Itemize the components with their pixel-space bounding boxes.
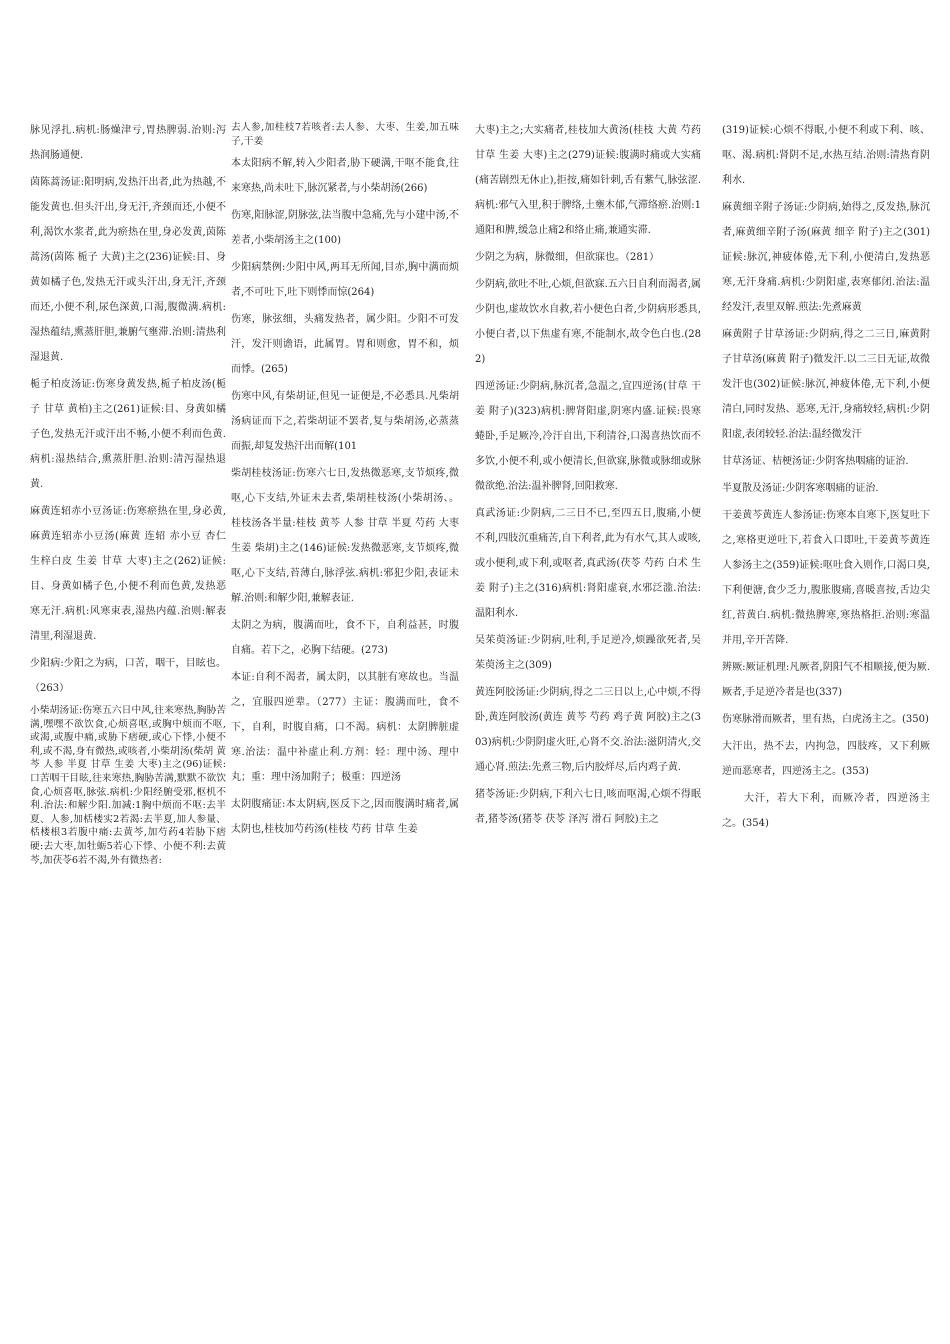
paragraph: 黄连阿胶汤证:少阴病,得之二三日以上,心中烦,不得卧,黄连阿胶汤(黄连 黄芩 芍药 鸡子黄 阿胶)主之(303)病机:少阴阴虚火旺,心肾不交.治法:滋阴清火,交通心肾.煎法:先煮三物,后内胶烊尽,后内鸡子黄. [475, 687, 701, 773]
paragraph: 茵陈蒿汤证:阳明病,发热汗出者,此为热越,不能发黄也.但头汗出,身无汗,齐颈而还,小便不利,渴饮水浆者,此为瘀热在里,身必发黄,茵陈蒿汤(茵陈 栀子 大黄)主之(236)证候:目、身黄如橘子色,发热无汗或头汗出,身无汗,齐颈而还,小便不利,尿色深黄,口渴,腹微满.病机:湿热蕴结,熏蒸肝胆,兼腑气壅滞.治则:清热利湿退黄. [30, 177, 226, 363]
text-column-4 [722, 118, 930, 838]
paragraph: 大汗，若大下利，而厥冷者，四逆汤主之。(354) [722, 793, 930, 829]
paragraph: 本太阳病不解,转入少阳者,胁下硬满,干呕不能食,往来寒热,尚未吐下,脉沉紧者,与小柴胡汤(266) [231, 158, 459, 195]
paragraph-dense: 小柴胡汤证:伤寒五六日中风,往来寒热,胸胁苦满,嘿嘿不欲饮食,心烦喜呕,或胸中烦而不呕,或渴,或腹中痛,或胁下痞硬,或心下悸,小便不利,或不渴,身有微热,或咳者,小柴胡汤(柴胡 黄芩 人参 半夏 甘草 生姜 大枣)主之(96)证候:口苦咽干目眩,往来寒热,胸胁苦满,默默不欲饮食,心烦喜呕,脉弦.病机:少阳经腑受邪,枢机不利.治法:和解少阳.加减:1胸中烦而不呕:去半夏、人参,加栝楼实2若渴:去半夏,加人参量、栝楼根3若腹中痛:去黄芩,加芍药4若胁下痞硬:去大枣,加牡蛎5若心下悸、小便不利:去黄芩,加茯苓6若不渴,外有微热者: [30, 705, 226, 866]
paragraph: 麻黄细辛附子汤证:少阴病,始得之,反发热,脉沉者,麻黄细辛附子汤(麻黄 细辛 附子)主之(301)证候:脉沉,神疲体倦,无下利,小便清白,发热恶寒,无汗身痛.病机:少阴阳虚,表寒郁闭.治法:温经发汗,表里双解.煎法:先煮麻黄 [722, 202, 930, 313]
text-column-2 [231, 118, 459, 844]
paragraph-dense: 去人参,加桂枝7若咳者:去人参、大枣、生姜,加五味子,干姜 [231, 122, 459, 147]
paragraph: 半夏散及汤证:少阴客寒咽痛的证治. [722, 483, 879, 494]
paragraph: 伤寒中风,有柴胡证,但见一证便是,不必悉具.凡柴胡汤病证而下之,若柴胡证不罢者,复与柴胡汤,必蒸蒸而振,却复发热汗出而解(101 [231, 391, 459, 453]
paragraph: 大汗出，热不去，内拘急，四肢疼，又下利厥逆而恶寒者，四逆汤主之。(353) [722, 741, 930, 777]
paragraph: 伤寒，脉弦细，头痛发热者，属少阳。少阳不可发汗，发汗则谵语，此属胃。胃和则愈，胃不和，烦而悸。(265) [231, 314, 459, 376]
paragraph: 少阳病:少阳之为病，口苦，咽干，目眩也。（263） [30, 658, 226, 694]
paragraph: 甘草汤证、桔梗汤证:少阴客热咽痛的证治. [722, 456, 909, 467]
paragraph: 麻黄连轺赤小豆汤证:伤寒瘀热在里,身必黄,麻黄连轺赤小豆汤(麻黄 连轺 赤小豆 杏仁 生梓白皮 生姜 甘草 大枣)主之(262)证候:目、身黄如橘子色,小便不利而色黄,发热恶寒无汗.病机:风寒束表,湿热内蕴.治则:解表清里,利湿退黄. [30, 506, 226, 642]
paragraph: 太阴腹痛证:本太阴病,医反下之,因而腹满时痛者,属太阴也,桂枝加芍药汤(桂枝 芍药 甘草 生姜 [231, 799, 459, 836]
paragraph: 柴胡桂枝汤证:伤寒六七日,发热微恶寒,支节烦疼,微呕,心下支结,外证未去者,柴胡桂枝汤(小柴胡汤、。桂枝汤各半量:桂枝 黄芩 人参 甘草 半夏 芍药 大枣 生姜 柴胡)主之(146)证候:发热微恶寒,支节烦疼,微呕,心下支结,苔薄白,脉浮弦.病机:邪犯少阳,表证未解.治则:和解少阳,兼解表证. [231, 468, 459, 605]
paragraph: 本证:自利不渴者，属太阴，以其脏有寒故也。当温之，宜服四逆辈。（277）主证：腹满而吐，食不下，自利，时腹自痛，口不渴。病机：太阴脾脏虚寒.治法：温中补虚止利.方剂：轻：理中汤、理中丸；重：理中汤加附子；极重：四逆汤 [231, 672, 459, 784]
paragraph: 吴茱萸汤证:少阴病,吐利,手足逆冷,烦躁欲死者,吴茱萸汤主之(309) [475, 635, 701, 671]
paragraph: 伤寒,阳脉涩,阴脉弦,法当腹中急痛,先与小建中汤,不差者,小柴胡汤主之(100) [231, 210, 459, 247]
paragraph: 真武汤证:少阴病,二三日不已,至四五日,腹痛,小便不利,四肢沉重痛苦,自下利者,此为有水气,其人或咳,或小便利,或下利,或呕者,真武汤(茯苓 芍药 白术 生姜 附子)主之(316)病机:肾阳虚衰,水邪泛滥.治法:温阳利水. [475, 508, 701, 619]
paragraph: 伤寒脉滑而厥者，里有热，白虎汤主之。(350) [722, 714, 929, 725]
paragraph: 辨厥:厥证机理:凡厥者,阴阳气不相顺接,便为厥.厥者,手足逆冷者是也(337) [722, 662, 930, 698]
paragraph: 大枣)主之;大实痛者,桂枝加大黄汤(桂枝 大黄 芍药 甘草 生姜 大枣)主之(279)证候:腹满时痛或大实痛(痛苦剧烈无休止),拒按,痛如针刺,舌有紫气,脉弦涩.病机:邪气入里,积于脾络,土壅木郁,气滞络瘀.治则:1通阳和脾,缓急止痛2和络止痛,兼通实滞. [475, 125, 701, 236]
text-column-3 [475, 118, 701, 834]
paragraph: 太阴之为病，腹满而吐，食不下，自利益甚，时腹自痛。若下之，必胸下结硬。(273) [231, 620, 459, 657]
text-column-1 [30, 118, 226, 870]
paragraph: 四逆汤证:少阴病,脉沉者,急温之,宜四逆汤(甘草 干姜 附子)(323)病机:脾肾阳虚,阴寒内盛.证候:畏寒蜷卧,手足厥冷,冷汗自出,下利清谷,口渴喜热饮而不多饮,小便不利,或小便清长,但欲寐,脉微或脉细或脉微欲绝.治法:温补脾肾,回阳救寒. [475, 381, 701, 492]
paragraph: 干姜黄芩黄连人参汤证:伤寒本自寒下,医复吐下之,寒格更逆吐下,若食入口即吐,干姜黄芩黄连人参汤主之(359)证候:呕吐食入则作,口渴口臭,下利便溏,食少乏力,腹胀腹痛,喜暖喜按,舌边尖红,苔黄白.病机:微热脾寒,寒热格拒.治则:寒温并用,辛开苦降. [722, 510, 930, 646]
paragraph: 栀子柏皮汤证:伤寒身黄发热,栀子柏皮汤(栀子 甘草 黄柏)主之(261)证候:目、身黄如橘子色,发热无汗或汗出不畅,小便不利而色黄.病机:湿热结合,熏蒸肝胆.治则:清泻湿热退黄. [30, 379, 226, 490]
paragraph: 少阳病禁例:少阳中风,两耳无所闻,目赤,胸中满而烦者,不可吐下,吐下则悸而惊(264) [231, 262, 459, 299]
paragraph: (319)证候:心烦不得眠,小便不利或下利、咳、呕、渴.病机:肾阴不足,水热互结.治则:清热育阴利水. [722, 125, 930, 186]
paragraph: 少阴之为病，脉微细，但欲寐也。（281） [475, 252, 660, 263]
paragraph: 少阴病,欲吐不吐,心烦,但欲寐.五六日自利而渴者,属少阴也,虚故饮水自救,若小便色白者,少阴病形悉具,小便白者,以下焦虚有寒,不能制水,故令色白也.(282) [475, 279, 701, 365]
paragraph: 脉见浮扎.病机:肠燥津亏,胃热脾弱.治则:泻热润肠通便. [30, 125, 226, 161]
paragraph: 麻黄附子甘草汤证:少阴病,得之二三日,麻黄附子甘草汤(麻黄 附子)微发汗.以二三日无证,故微发汗也(302)证候:脉沉,神疲体倦,无下利,小便清白,同时发热、恶寒,无汗,身痛较轻,病机:少阴阳虚,表闭较轻.治法:温经微发汗 [722, 329, 930, 440]
paragraph: 猪苓汤证:少阴病,下利六七日,咳而呕渴,心烦不得眠者,猪苓汤(猪苓 茯苓 泽泻 滑石 阿胶)主之 [475, 789, 701, 825]
